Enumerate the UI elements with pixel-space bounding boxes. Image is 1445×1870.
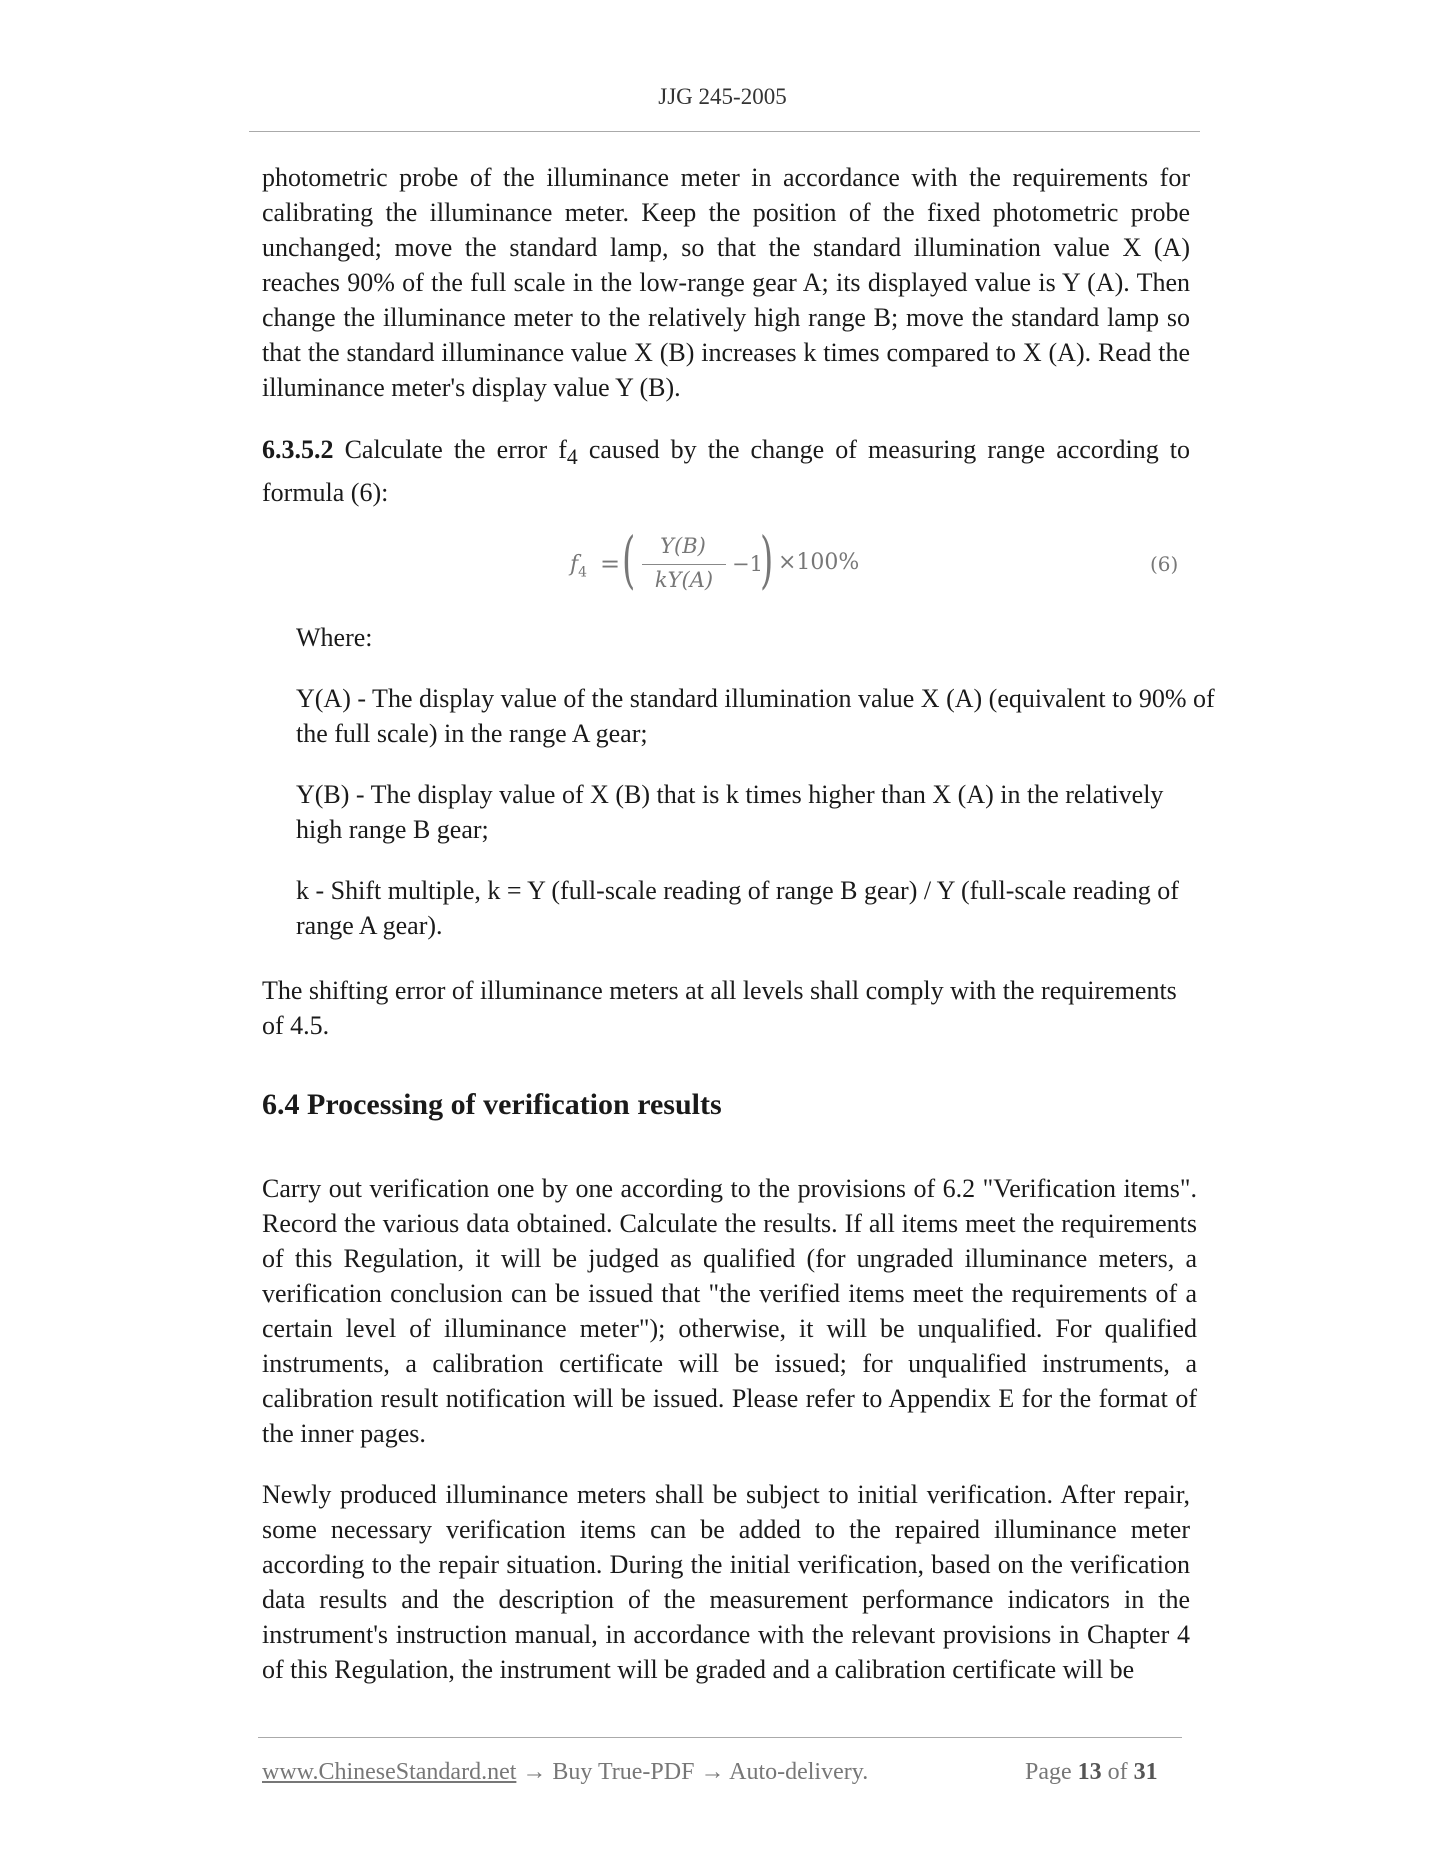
page-total: 31 <box>1133 1759 1158 1785</box>
formula-6 <box>560 523 1260 603</box>
formula-label: (6) <box>1150 552 1179 576</box>
document-header-title: JJG 245-2005 <box>658 84 787 109</box>
formula-symbol <box>570 552 587 580</box>
footer-promo-text: → Buy True-PDF → Auto-delivery. <box>516 1759 869 1785</box>
definition-k: k - Shift multiple, k = Y (full-scale reading of range B gear) / Y (full-scale reading of range A gear). <box>296 876 1179 940</box>
definition-ya: Y(A) - The display value of the standard illumination value X (A) (equivalent to 90% of the full scale) in the range A gear; <box>296 684 1215 748</box>
formula-right-paren: ) <box>760 523 774 596</box>
of-word: of <box>1101 1759 1134 1785</box>
formula-times-100: ×100% <box>778 550 860 575</box>
formula-left-paren: ( <box>622 523 636 596</box>
section-6-4-paragraph-1: Carry out verification one by one according to the provisions of 6.2 "Verification items". Record the various data obtained. Calculate the results. If all items meet the requirements of this Regulation, it will be judged as qualified (for ungraded illuminance meters, a verification conclusion can be issued that "the verified items meet the requirements of a certain level of illuminance meter"); otherwise, it will be unqualified. For qualified instruments, a calibration certificate will be issued; for unqualified instruments, a calibration result notification will be issued. Please refer to Appendix E for the format of the inner pages. <box>262 1174 1197 1448</box>
formula-equals: = <box>600 550 621 578</box>
section-6-4-paragraph-2: Newly produced illuminance meters shall be subject to initial verification. After repair, some necessary verification items can be added to the repaired illuminance meter according to the repair situation. During the initial verification, based on the verification data results and the description of the measurement performance indicators in the instrument's instruction manual, in accordance with the relevant provisions in Chapter 4 of this Regulation, the instrument will be graded and a calibration certificate will be <box>262 1480 1190 1684</box>
formula-numerator: Y(B) <box>660 534 706 558</box>
section-heading-6-4: 6.4 Processing of verification results <box>262 1088 722 1121</box>
clause-6-3-5-2 <box>262 432 1190 510</box>
clause-text-b: caused by the change of measuring range according to formula (6): <box>262 435 1190 508</box>
page-indicator <box>1025 1759 1158 1786</box>
formula-fraction-bar <box>642 564 726 565</box>
where-label: Where: <box>296 623 373 652</box>
clause-text-a: Calculate the error f <box>333 435 567 464</box>
formula-subscript: 4 <box>578 564 588 581</box>
formula-denominator: kY(A) <box>654 568 714 592</box>
page-number: 13 <box>1077 1759 1102 1785</box>
footer-divider <box>258 1737 1182 1738</box>
clause-number: 6.3.5.2 <box>262 435 334 464</box>
formula-f: f <box>570 552 579 577</box>
header-divider <box>249 131 1200 132</box>
footer-promo <box>262 1759 868 1786</box>
formula-minus-one: −1 <box>732 552 763 576</box>
page-word: Page <box>1025 1759 1078 1785</box>
intro-paragraph: photometric probe of the illuminance meter in accordance with the requirements for calibrating the illuminance meter. Keep the position of the fixed photometric probe unchanged; move the standard lamp, so that the standard illumination value X (A) reaches 90% of the full scale in the low-range gear A; its displayed value is Y (A). Then change the illuminance meter to the relatively high range B; move the standard lamp so that the standard illuminance value X (B) increases k times compared to X (A). Read the illuminance meter's display value Y (B). <box>262 163 1190 402</box>
definition-yb: Y(B) - The display value of X (B) that is k times higher than X (A) in the relatively high range B gear; <box>296 780 1164 844</box>
website-link[interactable]: www.ChineseStandard.net <box>262 1759 517 1785</box>
clause-subscript: 4 <box>566 445 578 470</box>
shifting-requirement: The shifting error of illuminance meters at all levels shall comply with the requirements of 4.5. <box>262 976 1177 1040</box>
